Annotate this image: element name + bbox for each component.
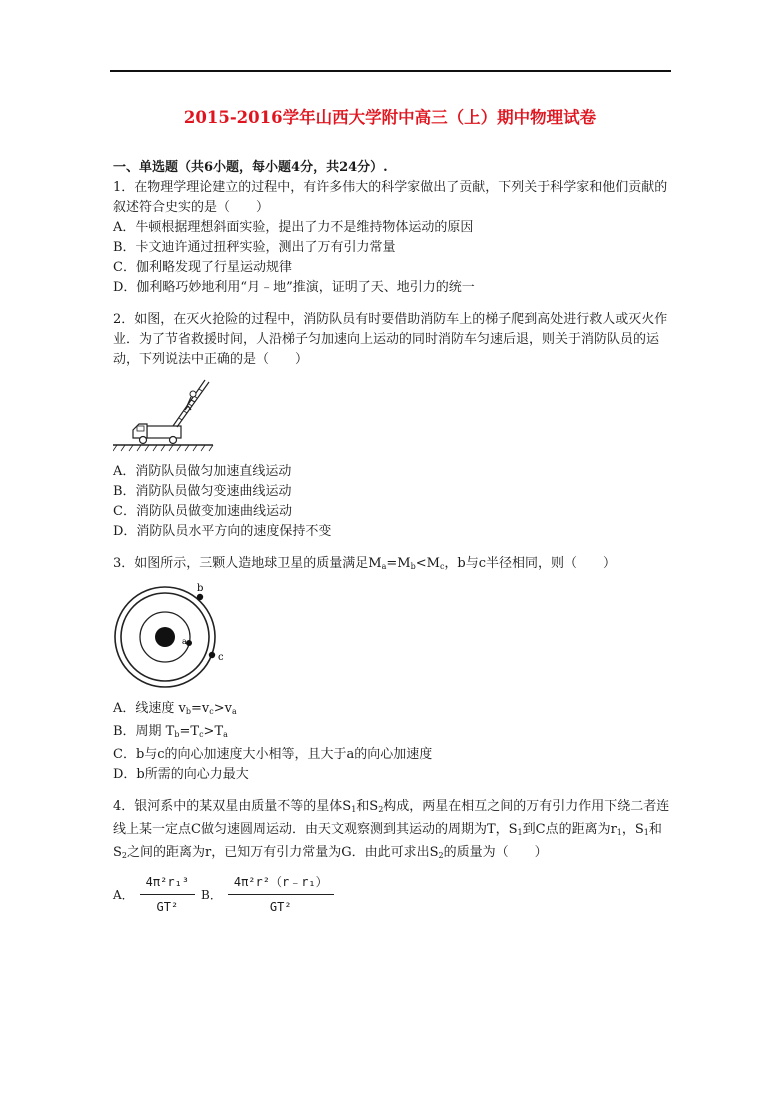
q4-option-a-numerator: 4π²r₁³ <box>140 872 195 895</box>
q3-stem: 3．如图所示，三颗人造地球卫星的质量满足$M_a=M_b<M_c$，b与c半径相同，则（ ） <box>113 556 617 571</box>
q3-option-d: D．b所需的向心力最大 <box>113 767 249 782</box>
q1-stem: 1．在物理学理论建立的过程中，有许多伟大的科学家做出了贡献，下列关于科学家和他们贡献的叙述符合史实的是（ ） <box>113 180 668 215</box>
page-title: 2015-2016学年山西大学附中高三（上）期中物理试卷 <box>183 108 597 127</box>
q4-option-b-denominator: GT² <box>269 900 292 914</box>
q4-stem: 4．银河系中的某双星由质量不等的星体$S_1$和$S_2$构成，两星在相互之间的万有引力作用下绕二者连线上某一定点C做匀速圆周运动．由天文观察测到其运动的周期为T，$S_1$到C点的距离为$r_1$，$S_1$和$S_2$之间的距离为r，已知万有引力常量为G．由此可求出$S_2$的质量为（ ） <box>113 799 670 860</box>
q4-options <box>113 872 673 917</box>
q3-option-c: C．b与c的向心加速度大小相等，且大于a的向心加速度 <box>113 747 433 762</box>
satellite-orbit-figure <box>113 581 253 693</box>
q2-stem: 2．如图，在灭火抢险的过程中，消防队员有时要借助消防车上的梯子爬到高处进行救人或灭火作业．为了节省救援时间，人沿梯子匀加速向上运动的同时消防车匀速后退，则关于消防队员的运动，下列说法中正确的是（ ） <box>113 312 668 367</box>
header-rule <box>110 70 671 72</box>
label-b: b <box>197 583 204 594</box>
q1-option-d: D．伽利略巧妙地利用“月﹣地”推演，证明了天、地引力的统一 <box>113 280 475 295</box>
q4-option-b-fraction <box>228 872 334 917</box>
q1-option-b: B．卡文迪许通过扭秤实验，测出了万有引力常量 <box>113 240 396 255</box>
label-a: a <box>182 637 187 646</box>
q3-option-a: A．线速度 $v_b=v_c>v_a$ <box>113 701 237 716</box>
q4-option-a-denominator: GT² <box>156 900 179 914</box>
q4-option-a-fraction <box>140 872 195 917</box>
q3-option-b: B．周期 $T_b=T_c>T_a$ <box>113 724 228 739</box>
q4-option-b-label: B． <box>201 887 222 902</box>
q4-option-a-label: A． <box>113 887 134 902</box>
q1-option-a: A．牛顿根据理想斜面实验，提出了力不是维持物体运动的原因 <box>113 220 474 235</box>
q4-option-b-numerator: 4π²r²（r﹣r₁） <box>228 872 334 895</box>
q2-option-a: A．消防队员做匀加速直线运动 <box>113 464 292 479</box>
label-c: c <box>218 652 224 663</box>
fire-truck-figure <box>113 374 223 456</box>
q1-option-c: C．伽利略发现了行星运动规律 <box>113 260 292 275</box>
exam-content <box>113 158 673 917</box>
section-heading: 一、单选题（共6小题，每小题4分，共24分）. <box>113 160 388 175</box>
q2-option-d: D．消防队员水平方向的速度保持不变 <box>113 524 332 539</box>
q2-option-b: B．消防队员做匀变速曲线运动 <box>113 484 292 499</box>
q2-option-c: C．消防队员做变加速曲线运动 <box>113 504 292 519</box>
